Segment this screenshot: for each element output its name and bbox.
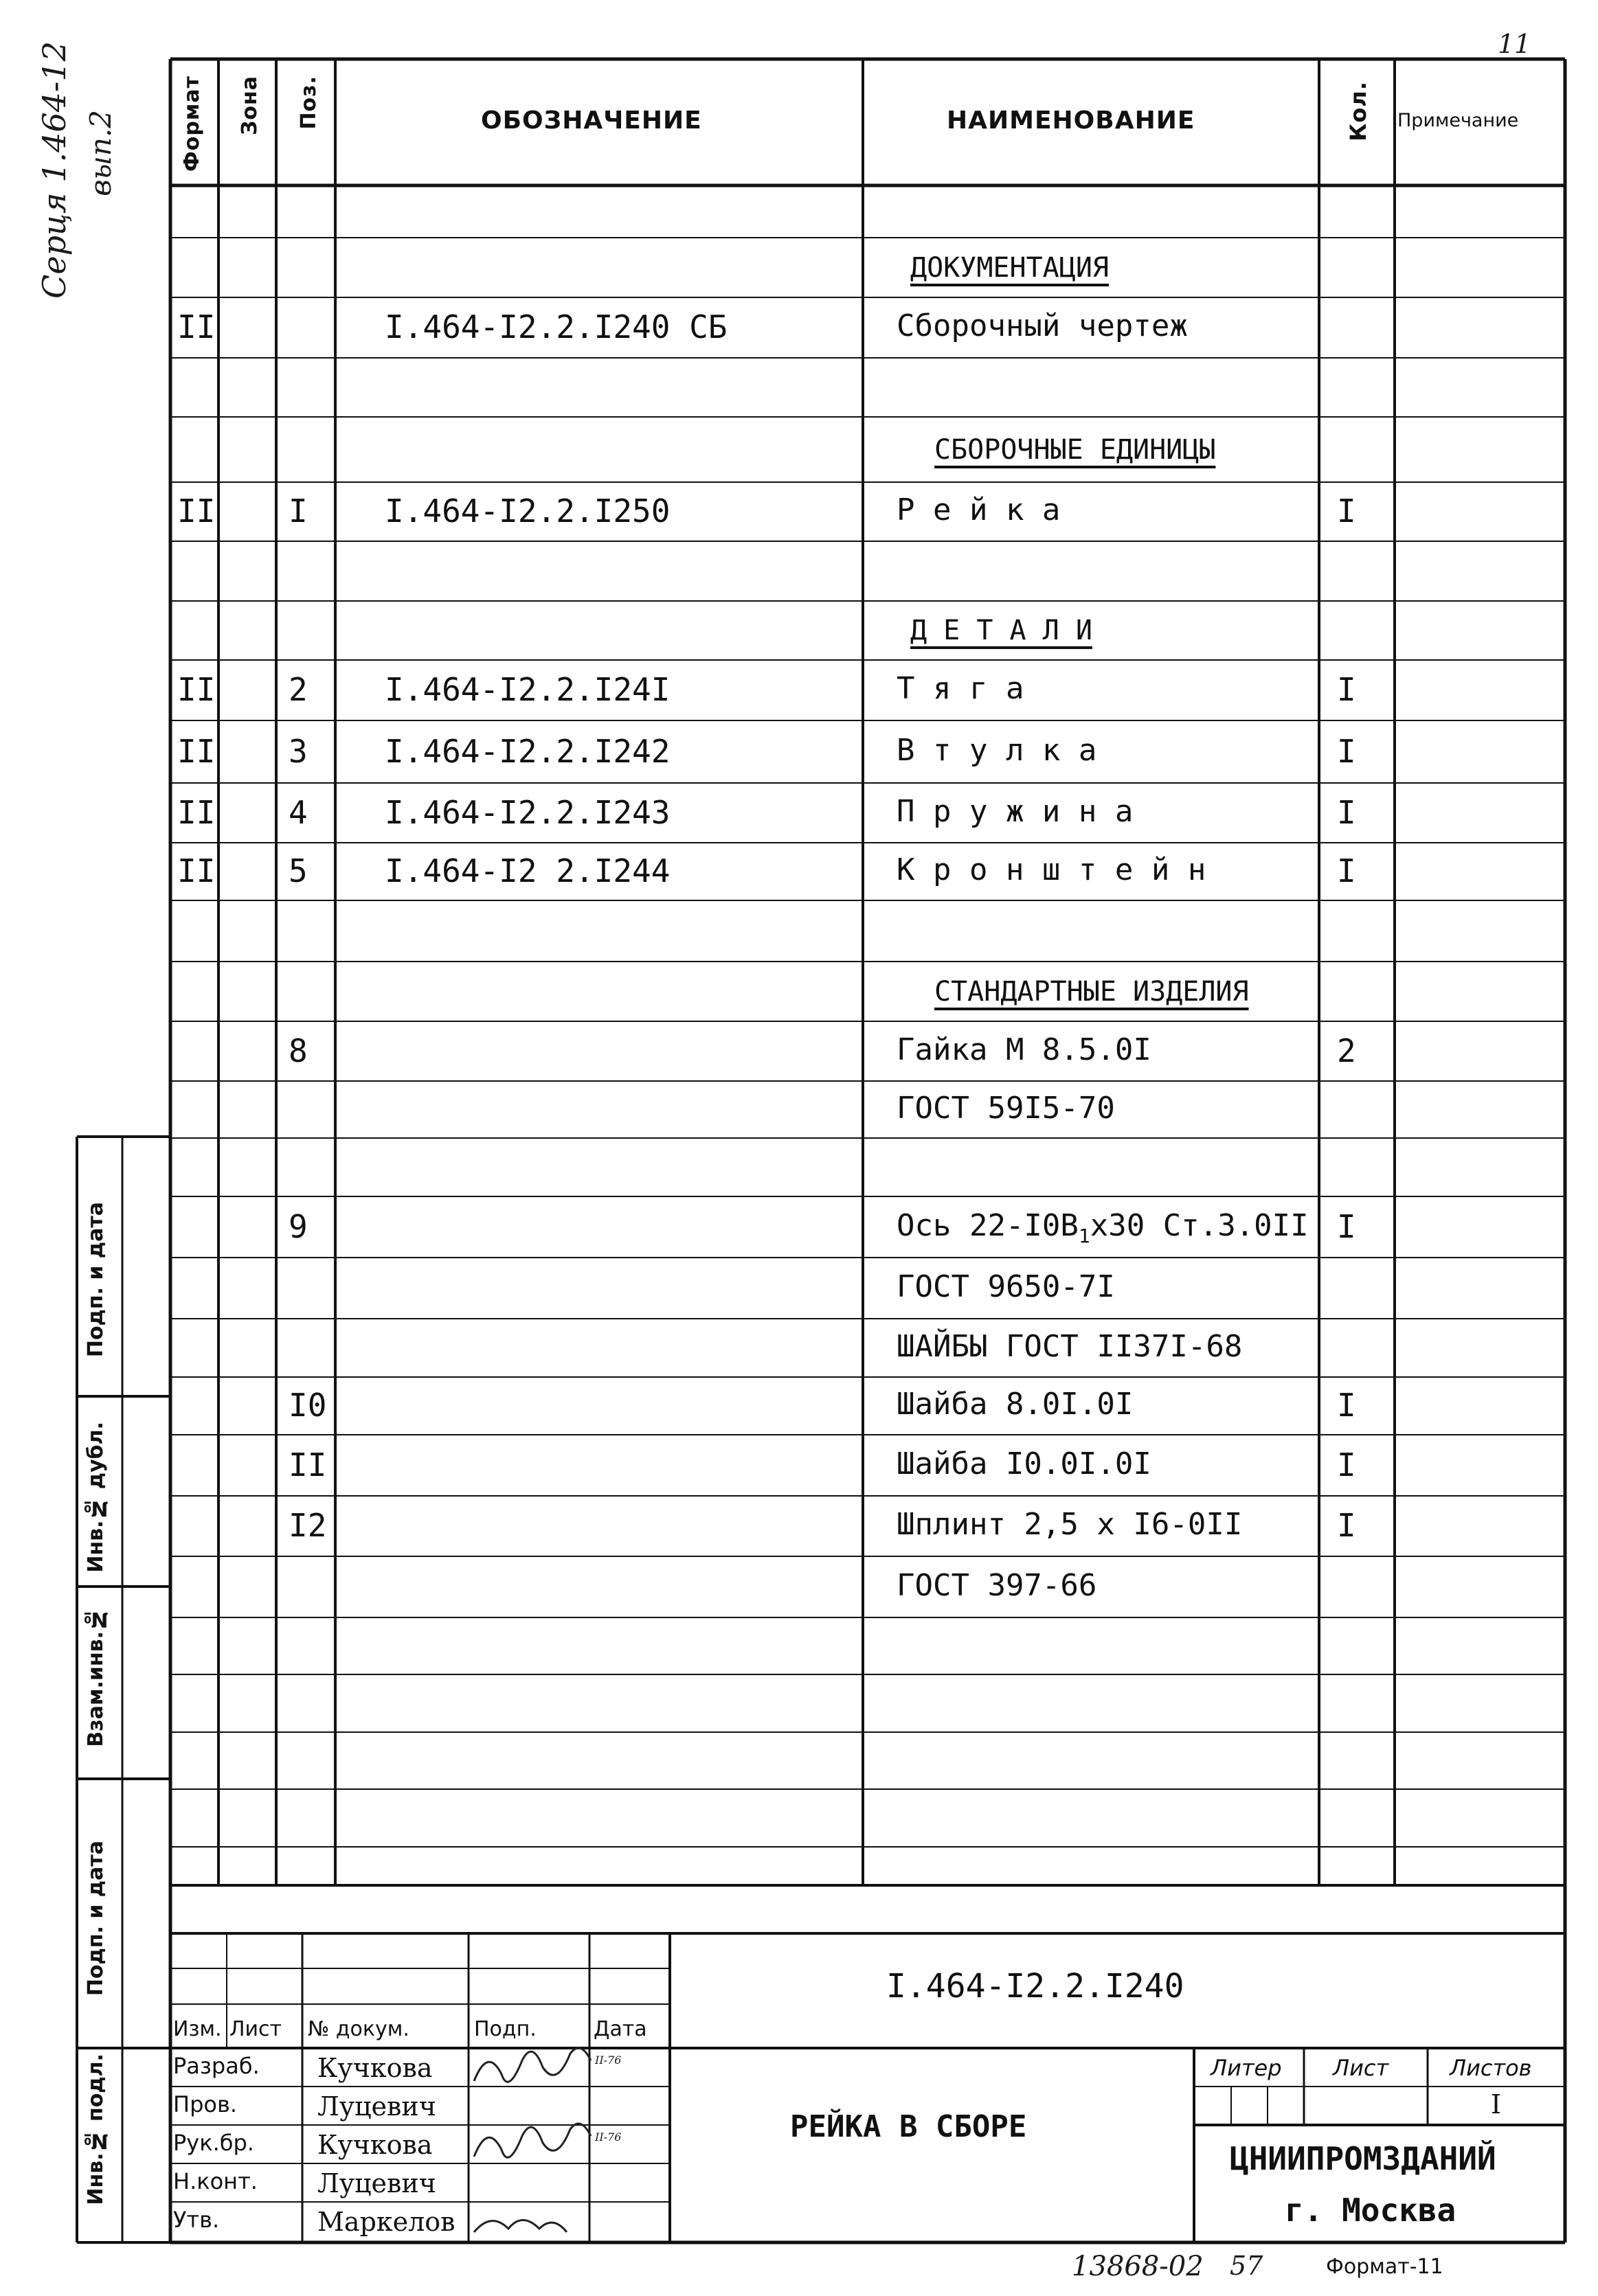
row-designation: I.464-I2.2.I242 xyxy=(385,732,671,770)
row-quantity: I xyxy=(1337,671,1356,708)
row-name: В т у л к а xyxy=(897,732,1097,768)
footer-page: 57 xyxy=(1230,2251,1263,2281)
section-heading: ДОКУМЕНТАЦИЯ xyxy=(910,251,1109,284)
drawing-title: РЕЙКА В СБОРЕ xyxy=(790,2109,1027,2144)
signature-role: Утв. xyxy=(173,2207,220,2233)
header-zone: Зона xyxy=(238,76,262,135)
row-name: Шайба 8.0I.0I xyxy=(897,1387,1134,1422)
signature-date: II-76 xyxy=(595,2054,622,2067)
signature-person: Кучкова xyxy=(317,2053,433,2083)
sheet-label: Лист xyxy=(1333,2055,1389,2081)
footer-inventory: 13868-02 xyxy=(1072,2251,1204,2282)
row-position: 9 xyxy=(289,1207,308,1245)
row-name: Шайба I0.0I.0I xyxy=(897,1446,1151,1481)
row-designation: I.464-I2 2.I244 xyxy=(385,852,671,889)
row-designation: I.464-I2.2.I24I xyxy=(385,671,671,708)
row-quantity: I xyxy=(1337,1507,1356,1544)
row-name: К р о н ш т е й н xyxy=(897,852,1206,887)
header-pos: Поз. xyxy=(297,76,321,130)
signature-person: Луцевич xyxy=(317,2091,436,2122)
row-name: ШАЙБЫ ГОСТ II37I-68 xyxy=(897,1328,1243,1364)
row-position: II xyxy=(289,1446,327,1484)
row-name: Сборочный чертеж xyxy=(897,308,1188,343)
stamp-inv-dubl: Инв.№ дубл. xyxy=(84,1422,108,1573)
section-heading: СБОРОЧНЫЕ ЕДИНИЦЫ xyxy=(934,433,1216,466)
row-name: ГОСТ 59I5-70 xyxy=(897,1090,1115,1126)
row-designation: I.464-I2.2.I243 xyxy=(385,793,671,831)
row-quantity: I xyxy=(1337,852,1356,889)
stamp-vzam-inv: Взам.инв.№ xyxy=(84,1607,108,1747)
doc-number: I.464-I2.2.I240 xyxy=(886,1967,1184,2005)
stamp-inv-podl: Инв.№ подл. xyxy=(84,2054,108,2205)
page-mark: 11 xyxy=(1498,29,1531,59)
header-designation: ОБОЗНАЧЕНИЕ xyxy=(481,106,702,135)
col-izm: Изм. xyxy=(173,2017,222,2041)
row-name-subscript: 1 xyxy=(1078,1224,1090,1247)
liter-label: Литер xyxy=(1211,2055,1282,2081)
row-name: Шплинт 2,5 x I6-0II xyxy=(897,1507,1243,1542)
signature-person: Луцевич xyxy=(317,2168,436,2198)
series-note-line1: Серця 1.464-12 xyxy=(36,41,73,299)
row-name-tail: x30 Ст.3.0II xyxy=(1090,1207,1309,1243)
row-position: 8 xyxy=(289,1032,308,1069)
row-position: 5 xyxy=(289,852,308,889)
row-position: 2 xyxy=(289,671,308,708)
row-name: ГОСТ 397-66 xyxy=(897,1567,1097,1603)
row-format: II xyxy=(177,671,216,708)
signature-person: Кучкова xyxy=(317,2130,433,2160)
sheets-value: I xyxy=(1491,2089,1502,2119)
row-quantity: I xyxy=(1337,1387,1356,1424)
row-position: 4 xyxy=(289,793,308,831)
row-name: Т я г а xyxy=(897,671,1024,706)
stamp-podp-data-2: Подп. и дата xyxy=(84,1841,108,1997)
row-format: II xyxy=(177,492,216,530)
header-format: Формат xyxy=(180,76,204,172)
row-name: Гайка М 8.5.0I xyxy=(897,1032,1151,1067)
row-format: II xyxy=(177,732,216,770)
row-quantity: 2 xyxy=(1337,1032,1356,1069)
signature-role: Рук.бр. xyxy=(173,2130,254,2156)
row-position: I0 xyxy=(289,1387,327,1424)
footer-format: Формат-11 xyxy=(1326,2255,1443,2279)
row-position: 3 xyxy=(289,732,308,770)
series-note-line2: вып.2 xyxy=(84,110,117,196)
row-name: Ось $22-I0B_1x30$ Ст.3.0II xyxy=(897,1207,1309,1247)
section-heading: Д Е Т А Л И xyxy=(910,615,1092,646)
signature-role: Н.конт. xyxy=(173,2168,258,2194)
header-note: Примечание xyxy=(1397,110,1519,131)
row-name: Р е й к а xyxy=(897,492,1061,527)
signature-role: Пров. xyxy=(173,2091,237,2117)
row-designation: I.464-I2.2.I240 СБ xyxy=(385,308,728,345)
row-quantity: I xyxy=(1337,492,1356,530)
row-format: II xyxy=(177,793,216,831)
header-qty: Кол. xyxy=(1345,81,1371,141)
org-name: ЦНИИПРОМЗДАНИЙ xyxy=(1230,2140,1496,2177)
row-quantity: I xyxy=(1337,1207,1356,1245)
col-doc: № докум. xyxy=(308,2017,409,2041)
row-quantity: I xyxy=(1337,793,1356,831)
header-name: НАИМЕНОВАНИЕ xyxy=(947,106,1195,135)
col-list: Лист xyxy=(229,2017,282,2041)
col-date: Дата xyxy=(594,2017,647,2041)
row-position: I xyxy=(289,492,308,530)
signature-date: II-76 xyxy=(595,2130,622,2144)
section-heading: СТАНДАРТНЫЕ ИЗДЕЛИЯ xyxy=(934,975,1249,1008)
signature-person: Маркелов xyxy=(317,2207,455,2237)
row-quantity: I xyxy=(1337,732,1356,770)
stamp-podp-data-1: Подп. и дата xyxy=(84,1202,108,1358)
row-format: II xyxy=(177,308,216,345)
signature-role: Разраб. xyxy=(173,2053,260,2079)
sheets-label: Листов xyxy=(1450,2055,1532,2081)
col-podp: Подп. xyxy=(474,2017,537,2041)
row-quantity: I xyxy=(1337,1446,1356,1484)
row-position: I2 xyxy=(289,1507,327,1544)
org-city: г. Москва xyxy=(1285,2192,1456,2229)
row-name: П р у ж и н а xyxy=(897,793,1134,829)
row-name: ГОСТ 9650-7I xyxy=(897,1269,1115,1304)
row-format: II xyxy=(177,852,216,889)
row-designation: I.464-I2.2.I250 xyxy=(385,492,671,530)
